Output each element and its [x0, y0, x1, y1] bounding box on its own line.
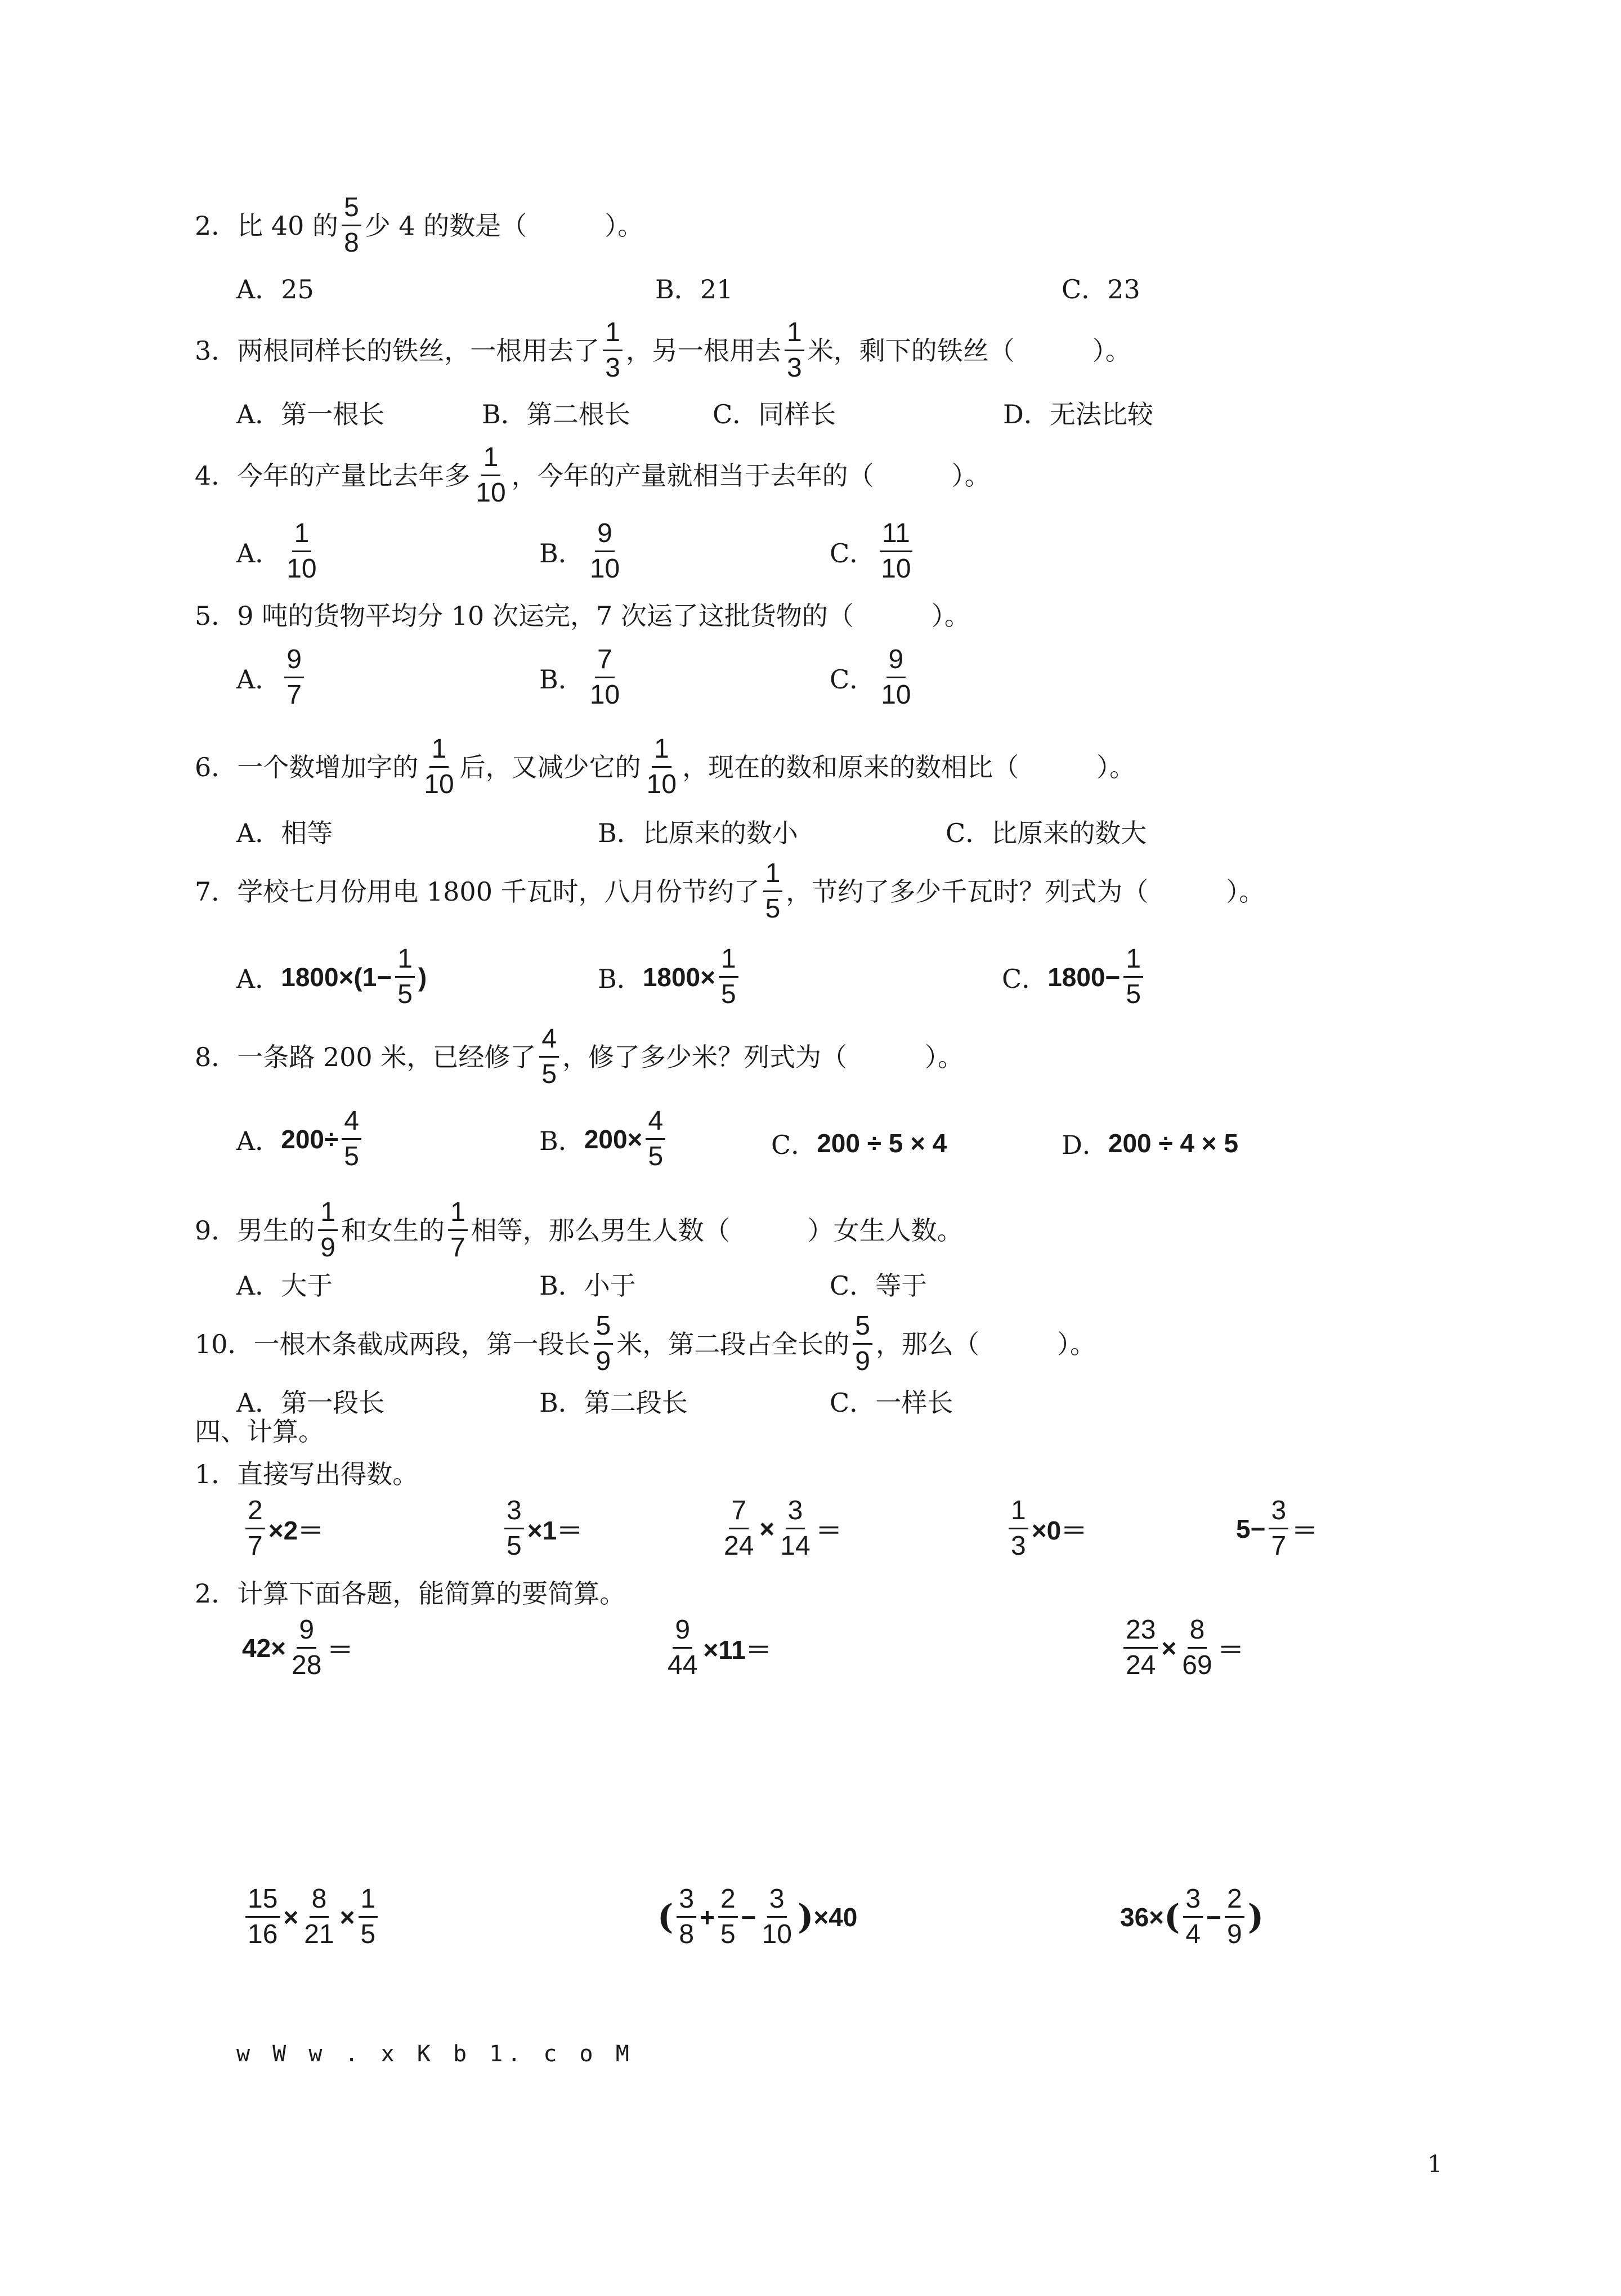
question-7 [195, 860, 1265, 923]
fraction: $\frac{1}{5}$ [763, 860, 783, 923]
option-b: B． $\frac{7}{10}$ [539, 646, 625, 709]
option-a: A． 200÷ $\frac{4}{5}$ [236, 1108, 365, 1170]
question-number: 3． [195, 335, 238, 366]
question-text: 和女生的 [341, 1215, 445, 1246]
fraction: $\frac{1}{10}$ [286, 518, 317, 584]
question-text: 一个数增加字的 [237, 751, 419, 782]
option-a: A． $\frac{9}{7}$ [236, 646, 307, 709]
calc-item: 36× ( $\frac{3}{4}$ − $\frac{2}{9}$ ) [1120, 1884, 1264, 1949]
fraction: $\frac{1}{7}$ [448, 1199, 468, 1261]
option-c: C． $\frac{9}{10}$ [830, 646, 917, 709]
question-text: ，那么（ ）。 [875, 1328, 1096, 1359]
fraction: $\frac{3}{7}$ [1269, 1497, 1288, 1560]
fraction: $\frac{1}{5}$ [359, 1886, 378, 1948]
option-b: B． 200× $\frac{4}{5}$ [539, 1108, 669, 1170]
option-c: C．一样长 [830, 1388, 953, 1418]
fraction: $\frac{8}{21}$ [304, 1884, 334, 1949]
option-b: B．21 [655, 274, 733, 305]
question-number: 7． [195, 876, 238, 907]
fraction: $\frac{3}{4}$ [1183, 1886, 1203, 1948]
fraction: $\frac{15}{16}$ [245, 1886, 280, 1948]
option-b: B．小于 [539, 1270, 636, 1301]
question-number: 6． [195, 751, 238, 782]
question-number: 4． [195, 460, 238, 491]
question-text: 后，又减少它的 [459, 751, 641, 782]
fraction: $\frac{7}{24}$ [724, 1496, 754, 1561]
option-c: C． 200 ÷ 5 × 4 [771, 1129, 947, 1160]
fraction: $\frac{1}{10}$ [424, 734, 454, 799]
calc-item: $\frac{9}{44}$ ×11＝ [662, 1617, 772, 1679]
direct-item: $\frac{2}{7}$ ×2＝ [242, 1497, 324, 1560]
question-9 [195, 1199, 963, 1261]
direct-item: 5− $\frac{3}{7}$ ＝ [1236, 1496, 1318, 1561]
fraction: $\frac{9}{28}$ [292, 1615, 322, 1680]
question-text: ，修了多少米？列式为（ ）。 [562, 1041, 964, 1072]
question-text: ，节约了多少千瓦时？列式为（ ）。 [786, 876, 1265, 907]
question-text: 比 40 的 [237, 210, 339, 241]
direct-item: $\frac{3}{5}$ ×1＝ [501, 1497, 583, 1560]
option-b: B．比原来的数小 [598, 818, 798, 848]
question-number: 9． [195, 1215, 238, 1246]
option-a: A．相等 [236, 818, 333, 848]
option-a: A． 1800×(1− $\frac{1}{5}$ ) [236, 944, 427, 1009]
question-text: 米，第二段占全长的 [616, 1328, 850, 1359]
fraction: $\frac{4}{5}$ [539, 1026, 559, 1088]
question-number: 5． [195, 601, 238, 631]
fraction: $\frac{5}{9}$ [853, 1313, 872, 1375]
option-c: C．同样长 [713, 399, 836, 429]
fraction: $\frac{3}{8}$ [677, 1886, 696, 1948]
calc-item: ( $\frac{3}{8}$ + $\frac{2}{5}$ − $\frac{3}{10}$ ) ×40 [657, 1884, 858, 1949]
question-text: 一根木条截成两段，第一段长 [253, 1328, 590, 1359]
fraction: $\frac{9}{44}$ [668, 1615, 698, 1680]
fraction: $\frac{1}{3}$ [1009, 1497, 1028, 1560]
fraction: $\frac{3}{5}$ [504, 1497, 524, 1560]
question-text: 两根同样长的铁丝，一根用去了 [237, 335, 600, 366]
question-5 [195, 603, 970, 629]
fraction: $\frac{1}{5}$ [719, 946, 738, 1008]
option-a: A．25 [236, 274, 314, 305]
question-8 [195, 1026, 964, 1088]
question-text: 学校七月份用电 1800 千瓦时，八月份节约了 [237, 876, 760, 907]
fraction: $\frac{7}{10}$ [589, 645, 620, 710]
direct-item: $\frac{1}{3}$ ×0＝ [1005, 1497, 1087, 1560]
instruction-direct: 1．直接写出得数。 [195, 1459, 419, 1489]
option-b: B．第二根长 [482, 399, 630, 429]
fraction: $\frac{1}{3}$ [785, 319, 804, 382]
question-number: 2． [195, 210, 238, 241]
question-text: 一条路 200 米，已经修了 [237, 1041, 536, 1072]
fraction: $\frac{2}{5}$ [718, 1886, 738, 1948]
calc-item: 42× $\frac{9}{28}$ ＝ [242, 1615, 353, 1680]
question-text: ，另一根用去 [625, 335, 781, 366]
page-number: 1 [1427, 2150, 1443, 2178]
option-a: A． $\frac{1}{10}$ [236, 520, 323, 583]
direct-item: $\frac{7}{24}$ × $\frac{3}{14}$ ＝ [718, 1497, 842, 1560]
option-b: B． 1800× $\frac{1}{5}$ [598, 946, 742, 1008]
fraction: $\frac{4}{5}$ [342, 1108, 361, 1170]
question-text: 9 吨的货物平均分 10 次运完，7 次运了这批货物的（ ）。 [237, 601, 970, 631]
question-4 [195, 444, 991, 507]
footer-watermark: w W w . x K b 1. c o M [236, 2041, 634, 2067]
fraction: $\frac{1}{10}$ [646, 734, 677, 799]
question-text: 少 4 的数是（ ）。 [364, 210, 644, 241]
question-2 [195, 194, 643, 257]
question-text: 今年的产量比去年多 [237, 460, 471, 491]
fraction: $\frac{23}{24}$ [1123, 1617, 1158, 1679]
question-text: 男生的 [237, 1215, 315, 1246]
question-text: ，现在的数和原来的数相比（ ）。 [682, 751, 1136, 782]
fraction: $\frac{2}{7}$ [245, 1497, 265, 1560]
fraction: $\frac{3}{10}$ [762, 1884, 792, 1949]
fraction: $\frac{1}{10}$ [476, 442, 506, 508]
fraction: $\frac{1}{9}$ [318, 1199, 338, 1261]
question-number: 10． [195, 1328, 254, 1359]
calc-item: $\frac{15}{16}$ × $\frac{8}{21}$ × $\frac{1}{5}$ [242, 1886, 381, 1948]
fraction: $\frac{9}{10}$ [589, 518, 620, 584]
option-a: A．第一根长 [236, 399, 385, 429]
option-d: D．无法比较 [1003, 399, 1153, 429]
fraction: $\frac{1}{5}$ [1123, 946, 1143, 1008]
fraction: $\frac{9}{10}$ [881, 645, 911, 710]
option-a: A．第一段长 [236, 1388, 385, 1418]
fraction: $\frac{8}{69}$ [1182, 1615, 1212, 1680]
fraction: $\frac{5}{8}$ [342, 194, 361, 257]
calc-item: $\frac{23}{24}$ × $\frac{8}{69}$ ＝ [1120, 1617, 1244, 1679]
fraction: $\frac{1}{3}$ [603, 319, 623, 382]
question-text: ，今年的产量就相当于去年的（ ）。 [511, 460, 991, 491]
option-d: D． 200 ÷ 4 × 5 [1062, 1129, 1239, 1160]
fraction: $\frac{1}{5}$ [395, 946, 415, 1008]
question-text: 相等，那么男生人数（ ）女生人数。 [471, 1215, 963, 1246]
option-c: C．等于 [830, 1270, 928, 1301]
option-b: B． $\frac{9}{10}$ [539, 520, 625, 583]
question-10 [195, 1313, 1096, 1375]
question-number: 8． [195, 1041, 238, 1072]
fraction: $\frac{2}{9}$ [1225, 1886, 1244, 1948]
fraction: $\frac{9}{7}$ [284, 646, 304, 709]
question-text: 米，剩下的铁丝（ ）。 [807, 335, 1131, 366]
fraction: $\frac{3}{14}$ [780, 1496, 811, 1561]
option-b: B．第二段长 [539, 1388, 688, 1418]
instruction-calculate: 2．计算下面各题，能简算的要简算。 [195, 1578, 626, 1609]
fraction: $\frac{4}{5}$ [646, 1108, 665, 1170]
option-a: A．大于 [236, 1270, 333, 1301]
option-c: C． 1800− $\frac{1}{5}$ [1002, 946, 1147, 1008]
question-3 [195, 319, 1131, 382]
option-c: C． $\frac{11}{10}$ [830, 520, 917, 583]
fraction: $\frac{5}{9}$ [594, 1313, 614, 1375]
option-c: C．23 [1062, 274, 1140, 305]
option-c: C．比原来的数大 [946, 818, 1147, 848]
fraction: $\frac{11}{10}$ [879, 520, 913, 583]
question-6 [195, 736, 1135, 798]
section-heading: 四、计算。 [195, 1416, 324, 1447]
